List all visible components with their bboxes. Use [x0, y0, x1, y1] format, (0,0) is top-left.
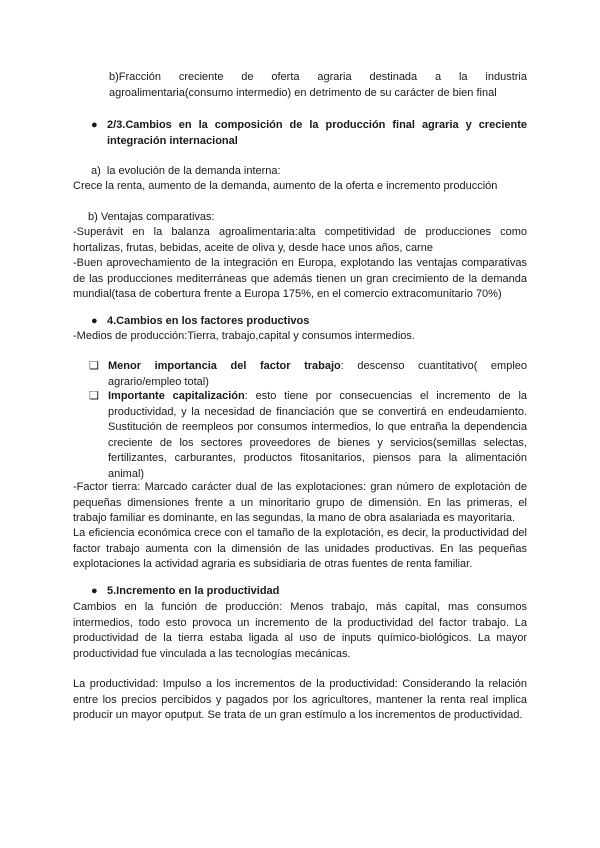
paragraph-integracion: -Buen aprovechamiento de la integración en Europa, explotando las ventajas comparativas de las producciones mediterráneas que además tienen un gran crecimiento de la demanda mundial(tasa de cobertura frente a Europa 175%, en el comercio extracomunitario 70%)	[73, 257, 527, 300]
list-item-a	[91, 164, 545, 180]
checklist-item-trabajo	[89, 359, 528, 390]
paragraph-superavit: -Superávit en la balanza agroalimentaria:alta competitividad de producciones como hortalizas, frutas, bebidas, aceite de oliva y, desde hace unos años, carne	[73, 226, 527, 254]
bullet-icon: ●	[91, 315, 98, 327]
paragraph-productividad: La productividad: Impulso a los incrementos de la productividad: Considerando la relación entre los precios percibidos y pagados por los agricultores, mantener la renta real implica producir un mayor oputput. Se trata de un gran estímulo a los incrementos de productividad.	[73, 678, 527, 721]
section-heading-2-3	[91, 118, 527, 149]
paragraph-factor-tierra: -Factor tierra: Marcado carácter dual de las explotaciones: gran número de explotación de pequeñas dimensiones frente a un minoritario grupo de dimensión. En las primeras, el trabajo familiar es dominante, en las segundas, la mano de obra asalariada es mayoritaria.	[73, 481, 527, 524]
paragraph-eficiencia: La eficiencia económica crece con el tamaño de la explotación, es decir, la productividad del factor trabajo aumenta con la dimensión de las unidades productivas. En las pequeñas explotaciones la actividad agraria es subsidiaria de otras fuentes de renta familiar.	[73, 527, 527, 570]
bullet-icon: ●	[91, 585, 98, 597]
bullet-icon: ●	[91, 119, 98, 131]
list-item-text: la evolución de la demanda interna:	[106, 165, 281, 177]
list-marker: a)	[91, 165, 101, 177]
paragraph-medios: -Medios de producción:Tierra, trabajo,capital y consumos intermedios.	[73, 330, 415, 342]
section-heading-text: 2/3.Cambios en la composición de la producción final agraria y creciente integración internacional	[107, 119, 527, 147]
item-text: : esto tiene por consecuencias el incremento de la productividad, y la necesidad de financiación que se convertirá en endeudamiento. Sustitución de reempleos por consumos intermedios, lo que entraña la dependencia creciente de los sectores proveedores de bienes y servicios(semillas selectas, fertilizantes, carburantes, productos fitosanitarios, piensos para la alimentación animal)	[108, 390, 528, 480]
item-text: : descenso cuantitativo( empleo agrario/empleo total)	[108, 360, 528, 388]
intro-list-item: b)Fracción creciente de oferta agraria destinada a la industria agroalimentaria(consumo intermedio) en detrimento de su carácter de bien final	[109, 71, 527, 99]
section-heading-text: 4.Cambios en los factores productivos	[107, 315, 310, 327]
section-heading-text: 5.Incremento en la productividad	[107, 585, 280, 597]
checklist-item-capitalizacion	[89, 389, 528, 482]
item-bold: Importante capitalización	[108, 390, 245, 402]
item-bold: Menor importancia del factor trabajo	[108, 360, 341, 372]
paragraph-demanda: Crece la renta, aumento de la demanda, aumento de la oferta e incremento producción	[73, 180, 498, 192]
section-heading-5	[91, 584, 527, 600]
checkbox-icon: ❏	[89, 360, 99, 372]
paragraph-funcion-produccion: Cambios en la función de producción: Menos trabajo, más capital, mas consumos intermedios, todo esto provoca un incremento de la productividad del factor trabajo. La productividad de la tierra estaba ligada al uso de inputs químico-biológicos. La mayor productividad fue vinculada a las tecnologías mecánicas.	[73, 601, 527, 660]
section-heading-4	[91, 314, 527, 330]
subheading-ventajas: b) Ventajas comparativas:	[88, 211, 215, 223]
checkbox-icon: ❏	[89, 390, 99, 402]
